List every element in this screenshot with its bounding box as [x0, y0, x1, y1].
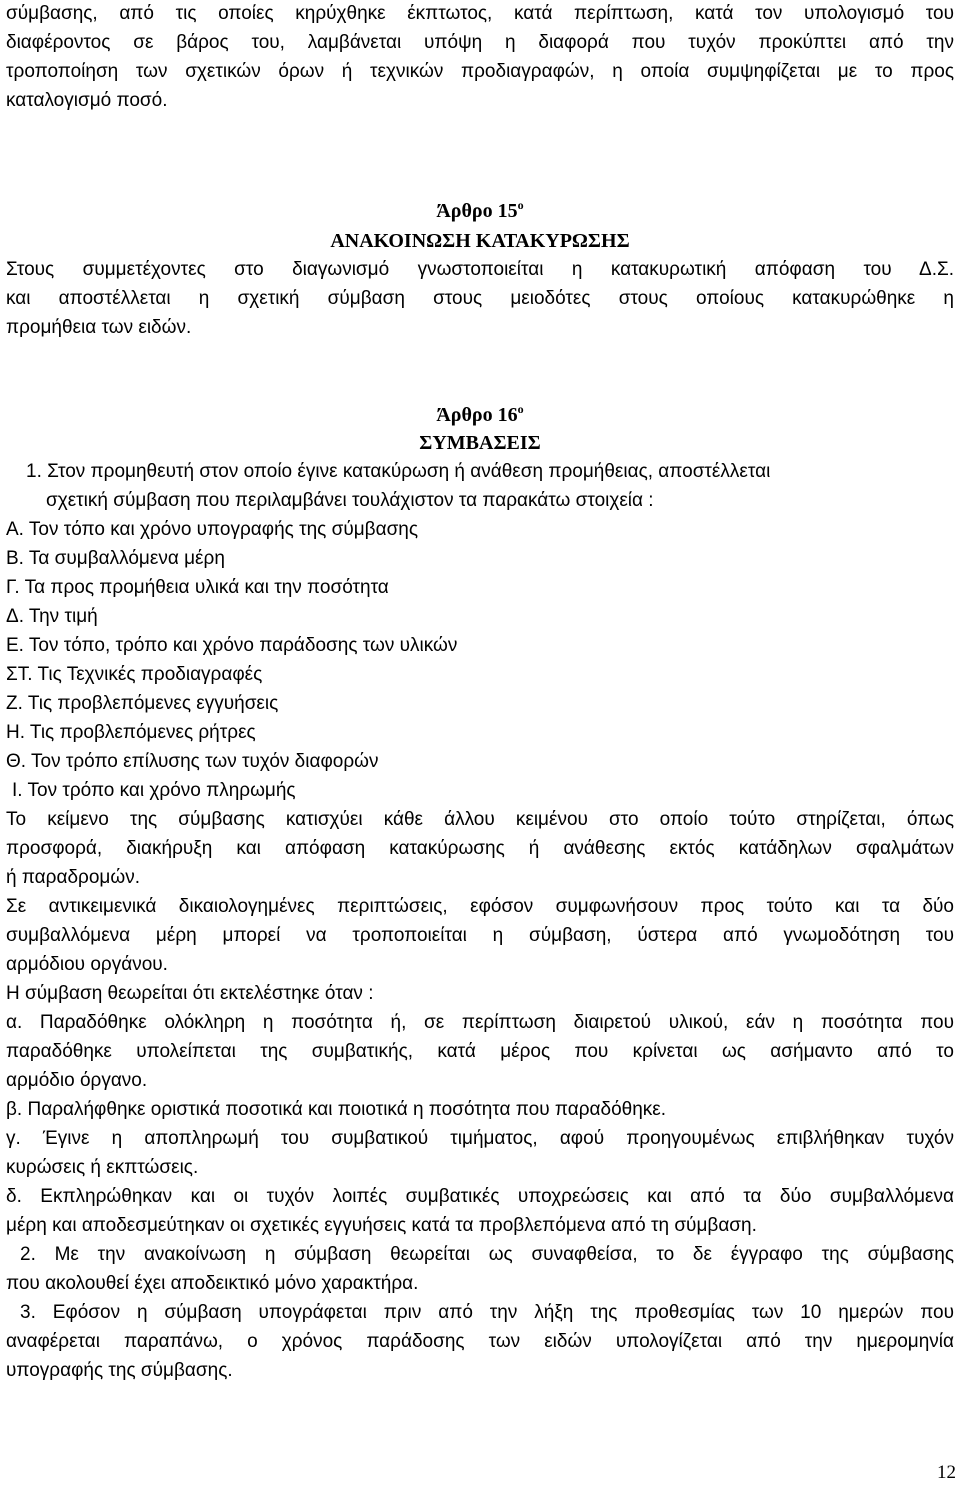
- list-item: Η. Τις προβλεπόμενες ρήτρες: [6, 722, 256, 743]
- article-15-line-3: προμήθεια των ειδών.: [6, 317, 192, 338]
- article-15-line-1: Στους συμμετέχοντες στο διαγωνισμό γνωστοποιείται η κατακυρωτική απόφαση του Δ.Σ.: [6, 259, 954, 280]
- page-number: 12: [937, 1462, 956, 1483]
- intro-line-2: διαφέροντος σε βάρος του, λαμβάνεται υπόψη η διαφορά που τυχόν προκύπτει από την: [6, 32, 954, 53]
- condition-a-line-1: α. Παραδόθηκε ολόκληρη η ποσότητα ή, σε περίπτωση διαιρετού υλικού, εάν η ποσότητα που: [6, 1012, 954, 1033]
- intro-line-4: καταλογισμό ποσό.: [6, 90, 168, 111]
- modification-line-3: αρμόδιου οργάνου.: [6, 954, 168, 975]
- contract-text-line-3: ή παραδρομών.: [6, 867, 140, 888]
- modification-line-1: Σε αντικειμενικά δικαιολογημένες περιπτώσεις, εφόσον συμφωνήσουν προς τούτο και τα δύο: [6, 896, 954, 917]
- contract-text-line-1: Το κείμενο της σύμβασης κατισχύει κάθε άλλου κειμένου στο οποίο τούτο στηρίζεται, όπως: [6, 809, 954, 830]
- list-item: Ι. Τον τρόπο και χρόνο πληρωμής: [12, 780, 296, 801]
- list-item: Ζ. Τις προβλεπόμενες εγγυήσεις: [6, 693, 279, 714]
- intro-line-3: τροποποίηση των σχετικών όρων ή τεχνικών προδιαγραφών, η οποία συμψηφίζεται με το προς: [6, 61, 954, 82]
- condition-a-line-3: αρμόδιο όργανο.: [6, 1070, 148, 1091]
- condition-a-line-2: παραδόθηκε υπολείπεται της συμβατικής, κατά μέρος που κρίνεται ως ασήμαντο από το: [6, 1041, 954, 1062]
- condition-c-line-2: κυρώσεις ή εκπτώσεις.: [6, 1157, 199, 1178]
- article-16-p1-line-1: 1. Στον προμηθευτή στον οποίο έγινε κατακύρωση ή ανάθεση προμήθειας, αποστέλλεται: [26, 461, 771, 482]
- list-item: Α. Τον τόπο και χρόνο υπογραφής της σύμβασης: [6, 519, 419, 540]
- list-item: Δ. Την τιμή: [6, 606, 98, 627]
- paragraph-2-line-2: που ακολουθεί έχει αποδεικτικό μόνο χαρακτήρα.: [6, 1273, 419, 1294]
- condition-d-line-1: δ. Εκπληρώθηκαν και οι τυχόν λοιπές συμβατικές υποχρεώσεις και από τα δύο συμβαλλόμενα: [6, 1186, 954, 1207]
- contract-text-line-2: προσφορά, διακήρυξη και απόφαση κατακύρωσης ή ανάθεσης εκτός κατάδηλων σφαλμάτων: [6, 838, 954, 859]
- paragraph-2-line-1: 2. Με την ανακοίνωση η σύμβαση θεωρείται ως συναφθείσα, το δε έγγραφο της σύμβασης: [20, 1244, 954, 1265]
- paragraph-3-line-2: αναφέρεται παραπάνω, ο χρόνος παράδοσης των ειδών υπολογίζεται από την ημερομηνία: [6, 1331, 954, 1352]
- intro-line-1: σύμβασης, από τις οποίες κηρύχθηκε έκπτωτος, κατά περίπτωση, κατά τον υπολογισμό του: [6, 3, 954, 24]
- list-item: Θ. Τον τρόπο επίλυσης των τυχόν διαφορών: [6, 751, 379, 772]
- paragraph-3-line-3: υπογραφής της σύμβασης.: [6, 1360, 233, 1381]
- article-16-title: ΣΥΜΒΑΣΕΙΣ: [419, 432, 541, 454]
- execution-intro: Η σύμβαση θεωρείται ότι εκτελέστηκε όταν :: [6, 983, 374, 1004]
- article-15-line-2: και αποστέλλεται η σχετική σύμβαση στους μειοδότες στους οποίους κατακυρώθηκε η: [6, 288, 954, 309]
- list-item: ΣΤ. Τις Τεχνικές προδιαγραφές: [6, 664, 263, 685]
- list-item: Ε. Τον τόπο, τρόπο και χρόνο παράδοσης των υλικών: [6, 635, 458, 656]
- article-15-title: ΑΝΑΚΟΙΝΩΣΗ ΚΑΤΑΚΥΡΩΣΗΣ: [330, 230, 630, 252]
- article-15-heading: Άρθρο $15^o$: [436, 198, 524, 222]
- condition-d-line-2: μέρη και αποδεσμεύτηκαν οι σχετικές εγγυήσεις κατά τα προβλεπόμενα από τη σύμβαση.: [6, 1215, 757, 1236]
- condition-b-line-1: β. Παραλήφθηκε οριστικά ποσοτικά και ποιοτικά η ποσότητα που παραδόθηκε.: [6, 1099, 667, 1120]
- article-16-heading: Άρθρο $16^o$: [436, 402, 524, 426]
- condition-c-line-1: γ. Έγινε η αποπληρωμή του συμβατικού τιμήματος, αφού προηγουμένως επιβλήθηκαν τυχόν: [6, 1128, 954, 1149]
- article-16-p1-line-2: σχετική σύμβαση που περιλαμβάνει τουλάχιστον τα παρακάτω στοιχεία :: [46, 490, 654, 511]
- paragraph-3-line-1: 3. Εφόσον η σύμβαση υπογράφεται πριν από την λήξη της προθεσμίας των 10 ημερών που: [20, 1302, 954, 1323]
- list-item: Γ. Τα προς προμήθεια υλικά και την ποσότητα: [6, 577, 389, 598]
- list-item: Β. Τα συμβαλλόμενα μέρη: [6, 548, 225, 569]
- modification-line-2: συμβαλλόμενα μέρη μπορεί να τροποποιείται η σύμβαση, ύστερα από γνωμοδότηση του: [6, 925, 954, 946]
